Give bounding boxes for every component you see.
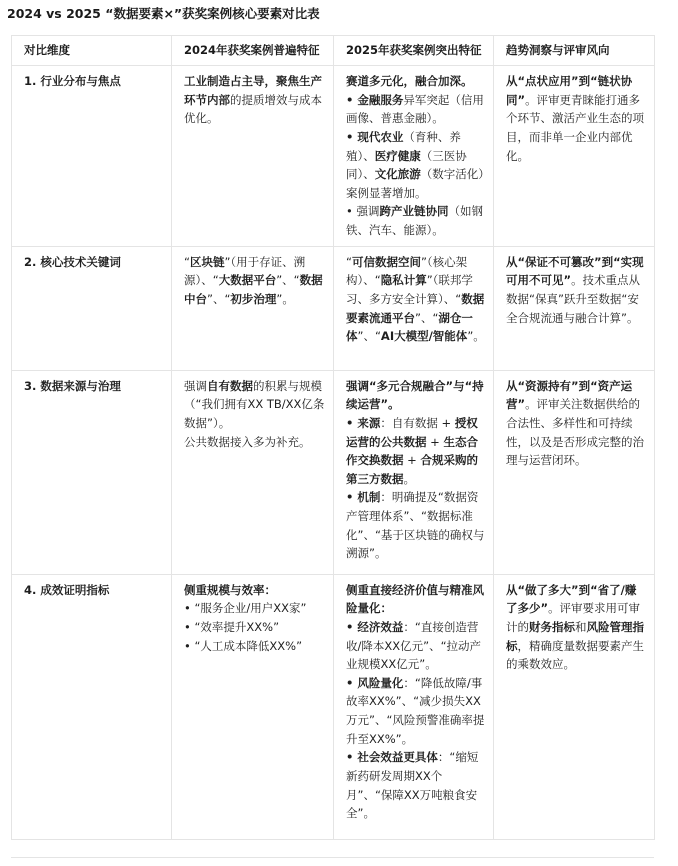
text: ：“直接创造营收/降本XX亿元”、“拉动产业规模XX亿元”。 (346, 619, 482, 672)
dimension-label: 2. 核心技术关键词 (24, 254, 121, 269)
text-bold: 从“保证不可篡改”到“实现可用不可见” (506, 254, 644, 288)
bullet-item (346, 202, 485, 239)
bullet-item (346, 414, 485, 489)
feature-2025-cell (334, 574, 494, 839)
text: + (426, 434, 444, 449)
dimension-cell (12, 574, 172, 839)
text: 的积累与规模（“我们拥有XX TB/XX亿条数据”）。 (184, 378, 325, 430)
feature-2024-cell (172, 246, 334, 370)
text: ”、“ (357, 329, 381, 344)
text: 和 (575, 619, 587, 634)
header-dimension: 对比维度 (12, 36, 172, 66)
text-bold: 财务指标 (529, 619, 575, 634)
text-bold: 医疗健康 (374, 148, 421, 163)
text: ”、“ (207, 291, 231, 306)
text-bold: 侧重规模与效率： (184, 582, 276, 597)
text-bold: 赛道多元化，融合加深。 (346, 74, 473, 88)
text: 的提质增效与成本优化。 (184, 92, 322, 126)
text: ”、“ (415, 310, 439, 325)
text-bold: 从“做了多大”到“省了/赚了多少” (506, 582, 637, 616)
text: （数字活化）案例显著增加。 (346, 167, 484, 200)
bullet-item: • “人工成本降低XX%” (184, 638, 303, 653)
header-2024: 2024年获奖案例普遍特征 (172, 36, 334, 66)
text: ”（联邦学习、多方安全计算）、“ (346, 273, 473, 306)
text: 公共数据接入多为补充。 (184, 434, 311, 449)
bullet-item: • “效率提升XX%” (184, 619, 280, 634)
feature-2025-cell (334, 246, 494, 370)
bullet-item (346, 618, 485, 674)
header-2025: 2025年获奖案例突出特征 (334, 36, 494, 66)
dimension-label: 1. 行业分布与焦点 (24, 74, 121, 88)
text-bold: 数据要素流通平台 (346, 291, 485, 325)
text: ：明确提及“数据资产管理体系”、“数据标准化”、“基于区块链的确权与溯源”。 (346, 490, 485, 561)
header-trend: 趋势洞察与评审风向 (494, 36, 655, 66)
trend-cell (494, 574, 655, 839)
text-bold: 合规采购的第三方数据 (346, 453, 478, 486)
text-bold: 隐私计算 (380, 273, 427, 288)
text-bold: 从“资源持有”到“资产运营” (506, 378, 633, 412)
text-bold: 自有数据 (207, 378, 253, 393)
bullet-item (346, 128, 485, 203)
text: ”（用于存证、溯源）、“ (184, 254, 306, 288)
text: + (403, 453, 421, 468)
text-bold: 数据中台 (184, 273, 323, 306)
bullet-item (346, 91, 485, 128)
text: 。评审更青睐能打通多个环节、激活产业生态的项目，而非单一企业内部优化。 (506, 92, 644, 163)
text-bold: 从“点状应用”到“链状协同” (506, 74, 633, 107)
text-bold: 风险管理指标 (506, 619, 644, 653)
text: ”。 (276, 291, 294, 306)
text-bold: AI大模型/智能体 (380, 329, 468, 344)
text-bold: 可信数据空间 (351, 254, 421, 269)
dimension-cell (12, 370, 172, 574)
text-bold: • 经济效益 (346, 619, 404, 634)
text: ”（核心架构）、“ (346, 254, 468, 288)
text-bold: 跨产业链协同 (379, 204, 449, 219)
text-bold: 区块链 (189, 254, 225, 269)
text-bold: 文化旅游 (374, 167, 421, 182)
page-title: 2024 vs 2025 “数据要素×”获奖案例核心要素对比表 (7, 6, 320, 21)
feature-2024-cell (172, 66, 334, 247)
text: “ (184, 254, 190, 269)
table-row (12, 370, 655, 574)
feature-2024-cell (172, 574, 334, 839)
trend-cell (494, 66, 655, 247)
text: • 强调 (346, 204, 380, 219)
text: ：“缩短新药研发周期XX个月”、“保障XX万吨粮食安全”。 (346, 750, 479, 821)
bullet-item (346, 674, 485, 749)
text-bold: 初步治理 (230, 291, 277, 306)
text: 。评审关注数据供给的合法性、多样性和可持续性，以及是否形成完整的治理与运营闭环。 (506, 397, 644, 468)
text: 异军突起（信用画像、普惠金融）。 (346, 92, 484, 126)
feature-2024-cell (172, 370, 334, 574)
text: 。技术重点从数据“保真”跃升至数据“安全合规流通与融合计算”。 (506, 273, 641, 325)
feature-2025-cell (334, 66, 494, 247)
text: ”。 (467, 329, 485, 344)
bullet-item: • “服务企业/用户XX家” (184, 601, 307, 616)
text-bold: 侧重直接经济价值与精准风险量化： (346, 582, 484, 616)
text-bold: 生态合作交换数据 (346, 434, 478, 468)
comparison-table (11, 35, 655, 840)
text: 。 (403, 471, 415, 486)
dimension-label: 3. 数据来源与治理 (24, 378, 121, 393)
text-bold: 工业制造占主导，聚焦生产环节内部 (184, 74, 322, 107)
text-bold: • 现代农业 (346, 129, 404, 144)
table-row (12, 66, 655, 247)
text-bold: • 金融服务 (346, 92, 404, 107)
table-row (12, 574, 655, 839)
text: ”、“ (276, 273, 300, 288)
text-bold: 强调“多元合规融合”与“持续运营”。 (346, 378, 484, 412)
text-bold: 大数据平台 (218, 273, 277, 288)
text: 强调 (184, 378, 207, 393)
text: （育种、养殖）、 (346, 129, 461, 163)
trend-cell (494, 370, 655, 574)
bullet-item (346, 488, 485, 563)
text-bold: • 风险量化 (346, 675, 404, 690)
trend-cell (494, 246, 655, 370)
text: （如钢铁、汽车、能源）。 (346, 204, 483, 237)
text: ：自有数据 + (380, 415, 455, 430)
dimension-cell (12, 246, 172, 370)
text-bold: • 机制 (346, 490, 381, 505)
text: ，精确度量数据要素产生的乘数效应。 (506, 638, 644, 672)
text: “ (346, 254, 352, 269)
dimension-cell (12, 66, 172, 247)
table-row (12, 246, 655, 370)
table-header-row (12, 36, 655, 66)
dimension-label: 4. 成效证明指标 (24, 582, 110, 597)
text-bold: 授权运营的公共数据 (346, 415, 478, 449)
text: ：“降低故障/事故率XX%”、“减少损失XX万元”、“风险预警准确率提升至XX%”。 (346, 675, 485, 746)
text-bold: • 来源 (346, 415, 381, 430)
bullet-item (346, 748, 485, 823)
text-bold: • 社会效益更具体 (346, 750, 438, 765)
feature-2025-cell (334, 370, 494, 574)
text: （三医协同）、 (346, 148, 467, 182)
text: 。评审要求用可审计的 (506, 601, 641, 634)
bottom-divider (11, 857, 654, 858)
text-bold: 湖仓一体 (346, 310, 473, 344)
